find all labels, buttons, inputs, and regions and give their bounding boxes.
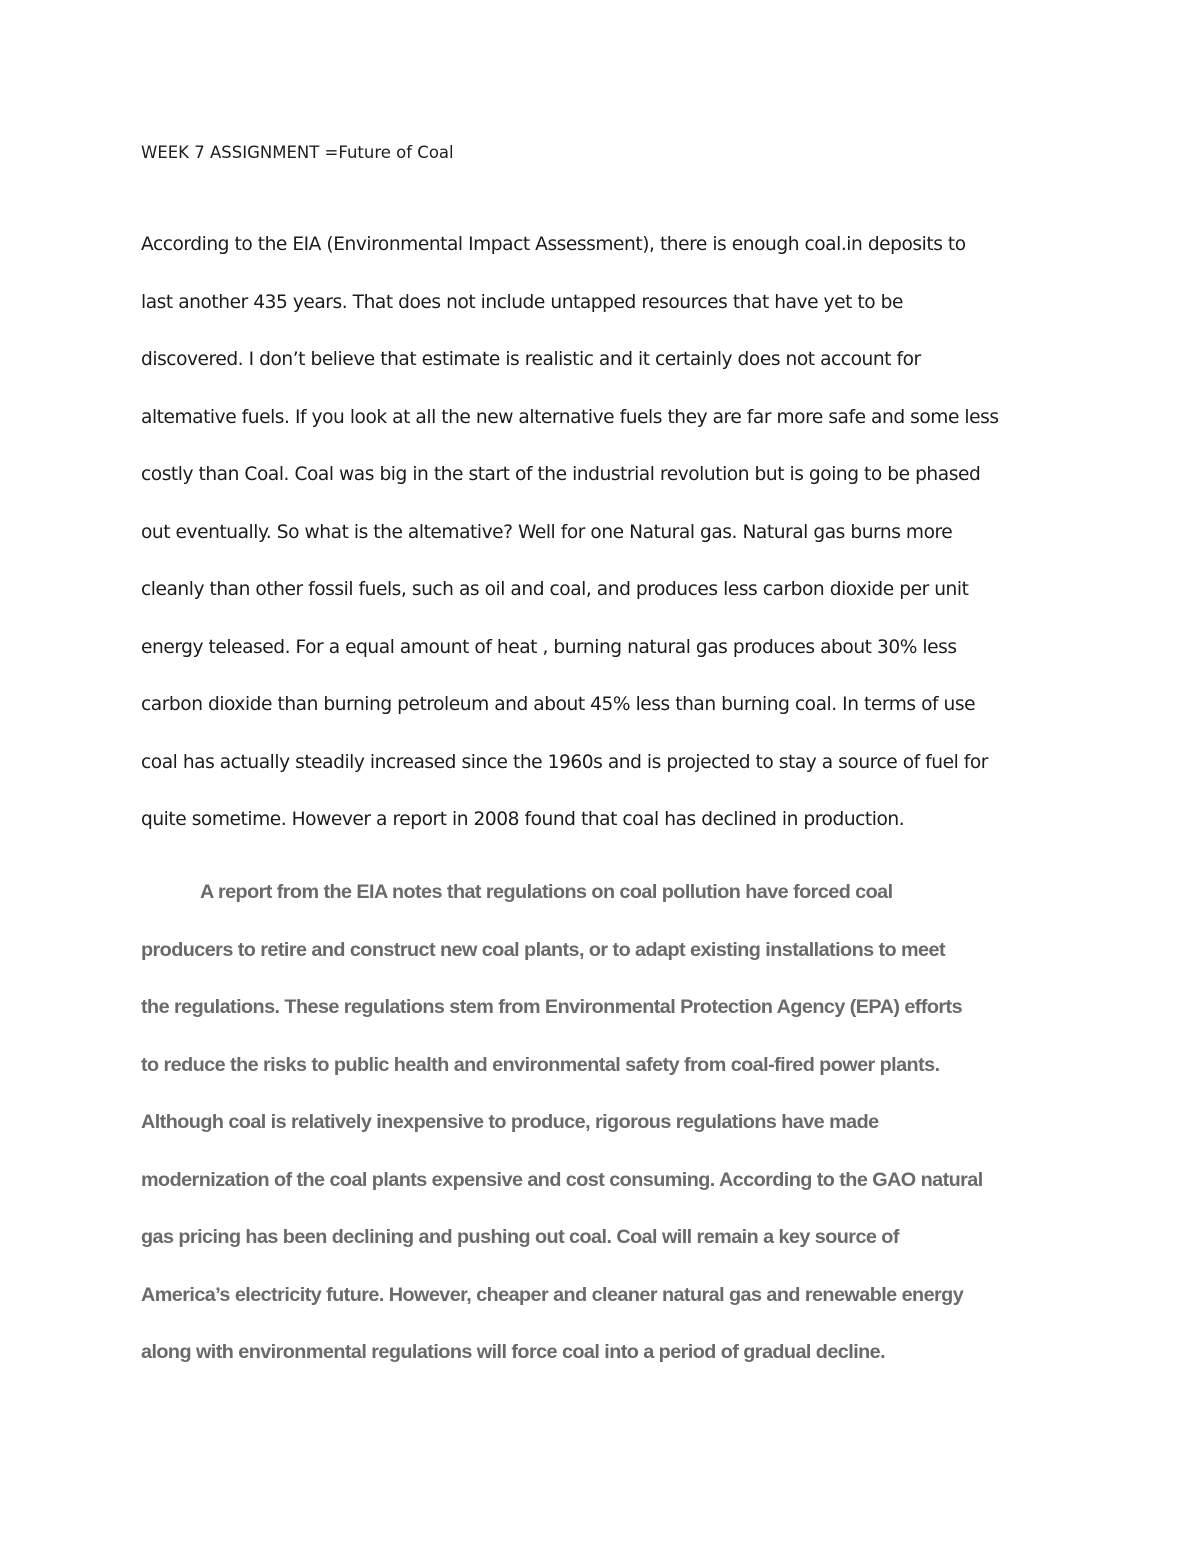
paragraph-2 [141, 864, 1071, 1382]
paragraph-line: costly than Coal. Coal was big in the start of the industrial revolution but is going to be phased [141, 464, 981, 485]
paragraph-line: gas pricing has been declining and pushing out coal. Coal will remain a key source of [141, 1226, 899, 1248]
paragraph-line: quite sometime. However a report in 2008 found that coal has declined in production. [141, 809, 905, 830]
paragraph-line: the regulations. These regulations stem from Environmental Protection Agency (EPA) efforts [141, 996, 963, 1018]
paragraph-line: producers to retire and construct new coal plants, or to adapt existing installations to meet [141, 938, 945, 961]
paragraph-line: modernization of the coal plants expensive and cost consuming. According to the GAO natural [141, 1168, 983, 1191]
paragraph-line: altemative fuels. If you look at all the new alternative fuels they are far more safe and some less [141, 406, 999, 428]
paragraph-line: to reduce the risks to public health and environmental safety from coal-fired power plants. [141, 1053, 940, 1076]
assignment-heading: WEEK 7 ASSIGNMENT =Future of Coal [141, 143, 454, 162]
paragraph-line: America’s electricity future. However, cheaper and cleaner natural gas and renewable energy [141, 1283, 964, 1306]
paragraph-line: out eventually. So what is the altemative? Well for one Natural gas. Natural gas burns more [141, 521, 953, 543]
paragraph-line: energy teleased. For a equal amount of heat , burning natural gas produces about 30% less [141, 636, 957, 658]
paragraph-line: cleanly than other fossil fuels, such as oil and coal, and produces less carbon dioxide per unit [141, 579, 969, 600]
paragraph-line: A report from the EIA notes that regulations on coal pollution have forced coal [200, 881, 893, 903]
paragraph-line: along with environmental regulations will force coal into a period of gradual decline. [141, 1341, 886, 1363]
paragraph-1 [141, 216, 1071, 849]
paragraph-line: last another 435 years. That does not include untapped resources that have yet to be [141, 291, 903, 313]
paragraph-line: Although coal is relatively inexpensive to produce, rigorous regulations have made [141, 1111, 879, 1133]
paragraph-line: carbon dioxide than burning petroleum and about 45% less than burning coal. In terms of use [141, 694, 976, 715]
paragraph-line: According to the EIA (Environmental Impact Assessment), there is enough coal.in deposits to [141, 234, 966, 255]
paragraph-line: discovered. I don’t believe that estimate is realistic and it certainly does not account for [141, 349, 921, 370]
paragraph-line: coal has actually steadily increased since the 1960s and is projected to stay a source of fuel for [141, 751, 988, 773]
